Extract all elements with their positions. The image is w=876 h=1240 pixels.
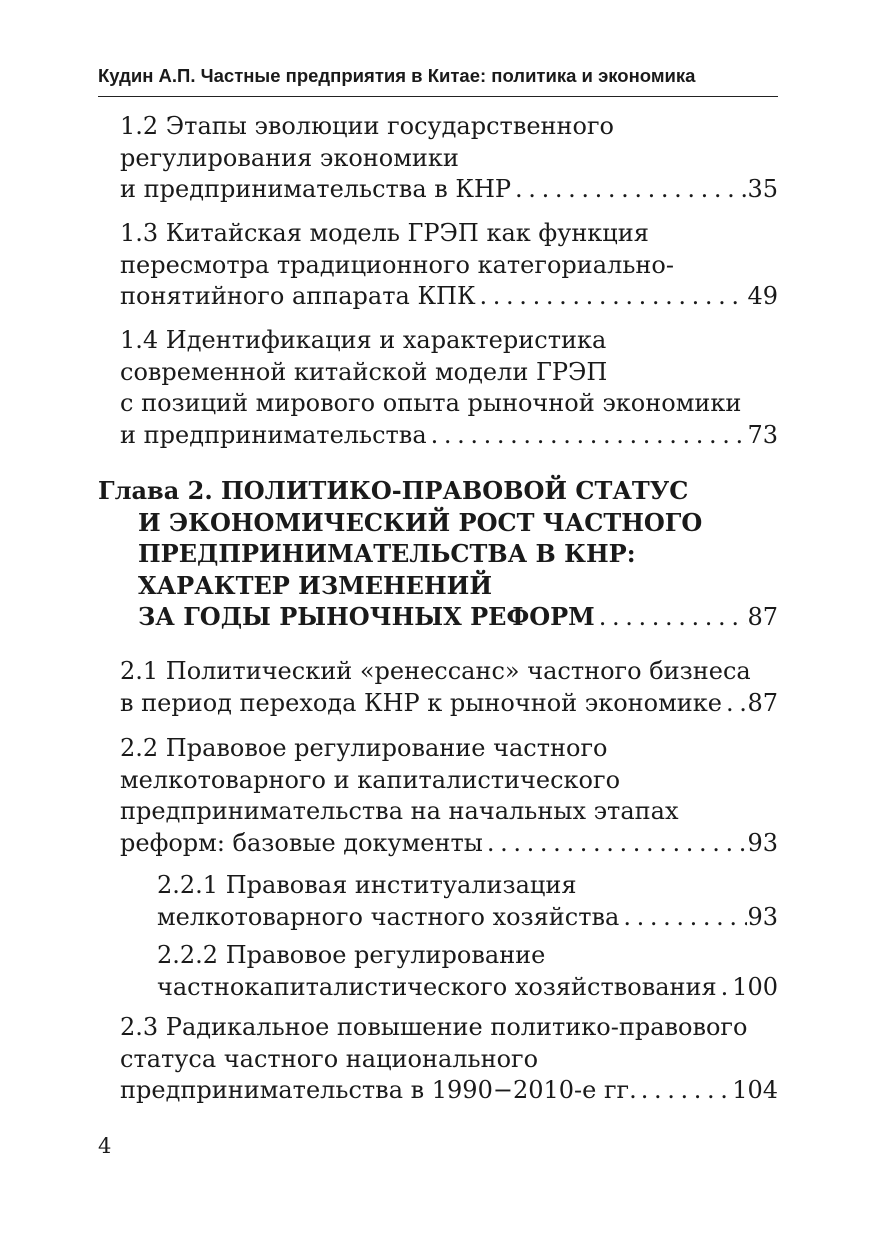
toc-entry-line: 1.4 Идентификация и характеристика bbox=[120, 326, 607, 354]
page-folio: 4 bbox=[98, 1134, 112, 1158]
dot-leader bbox=[511, 174, 747, 206]
toc-entry-line: регулирования экономики bbox=[120, 143, 459, 172]
dot-leader bbox=[619, 902, 747, 934]
toc-entry-line: 2.2 Правовое регулирование частного bbox=[120, 734, 608, 762]
toc-entry-2-2[interactable] bbox=[120, 733, 778, 859]
dot-leader bbox=[483, 828, 748, 860]
toc-entry-2-2-2[interactable] bbox=[157, 940, 778, 1003]
page-number: 73 bbox=[747, 420, 778, 449]
toc-entry-line: предпринимательства на начальных этапах bbox=[120, 797, 679, 825]
toc-entry-line: 1.3 Китайская модель ГРЭП как функция bbox=[120, 219, 649, 247]
toc-entry-line: предпринимательства в 1990−2010-е гг. bbox=[120, 1076, 637, 1104]
chapter-title-line: ПРЕДПРИНИМАТЕЛЬСТВА В КНР: bbox=[138, 539, 636, 568]
toc-entry-line: мелкотоварного частного хозяйства bbox=[157, 902, 620, 931]
toc-entry-line: 1.2 Этапы эволюции государственного bbox=[120, 112, 615, 140]
toc-entry-2-3[interactable] bbox=[120, 1012, 778, 1107]
toc-entry-line: мелкотоварного и капиталистического bbox=[120, 765, 621, 794]
page-number: 104 bbox=[732, 1076, 778, 1104]
toc-entry-line: в период перехода КНР к рыночной экономике bbox=[120, 688, 722, 717]
chapter-title-line: И ЭКОНОМИЧЕСКИЙ РОСТ ЧАСТНОГО bbox=[138, 507, 703, 537]
page-number: 100 bbox=[732, 972, 778, 1001]
toc-entry-line: с позиций мирового опыта рыночной экономики bbox=[120, 389, 742, 417]
toc-entry-2-1[interactable] bbox=[120, 656, 778, 719]
toc-entry-2-2-1[interactable] bbox=[157, 870, 778, 933]
dot-leader bbox=[717, 972, 733, 1004]
page-number: 93 bbox=[747, 828, 778, 857]
toc-entry-line: понятийного аппарата КПК bbox=[120, 282, 476, 310]
toc-entry-line: и предпринимательства bbox=[120, 420, 427, 449]
toc-entry-line: 2.2.2 Правовое регулирование bbox=[157, 941, 546, 969]
toc-entry-1-4[interactable] bbox=[120, 325, 778, 451]
toc-entry-line: статуса частного национального bbox=[120, 1044, 539, 1073]
page-number: 93 bbox=[747, 902, 778, 931]
header-rule bbox=[98, 96, 778, 97]
toc-entry-line: и предпринимательства в КНР bbox=[120, 175, 512, 203]
toc-entry-1-2[interactable] bbox=[120, 111, 778, 206]
dot-leader bbox=[427, 420, 748, 452]
toc-entry-line: современной китайской модели ГРЭП bbox=[120, 357, 608, 386]
dot-leader bbox=[722, 688, 747, 720]
page-number: 35 bbox=[747, 175, 778, 203]
toc-entry-line: 2.2.1 Правовая институализация bbox=[157, 871, 577, 899]
toc-entry-1-3[interactable] bbox=[120, 218, 778, 313]
page-number: 87 bbox=[747, 688, 778, 717]
toc-entry-line: частнокапиталистического хозяйствования bbox=[157, 972, 717, 1001]
running-head: Кудин А.П. Частные предприятия в Китае: политика и экономика bbox=[98, 65, 696, 86]
chapter-title-line: ЗА ГОДЫ РЫНОЧНЫХ РЕФОРМ bbox=[138, 602, 595, 631]
chapter-title-line: Глава 2. ПОЛИТИКО-ПРАВОВОЙ СТАТУС bbox=[98, 476, 689, 505]
page-number: 87 bbox=[747, 603, 778, 631]
dot-leader bbox=[637, 1075, 732, 1107]
toc-entry-line: 2.1 Политический «ренессанс» частного бизнеса bbox=[120, 657, 751, 685]
toc-entry-line: 2.3 Радикальное повышение политико-правового bbox=[120, 1013, 748, 1041]
toc-entry-line: пересмотра традиционного категориально- bbox=[120, 250, 674, 279]
toc-chapter-2[interactable] bbox=[98, 475, 778, 633]
dot-leader bbox=[476, 281, 748, 313]
toc-entry-line: реформ: базовые документы bbox=[120, 828, 483, 857]
chapter-title-line: ХАРАКТЕР ИЗМЕНЕНИЙ bbox=[138, 570, 492, 600]
page-number: 49 bbox=[747, 282, 778, 310]
dot-leader bbox=[595, 601, 748, 633]
